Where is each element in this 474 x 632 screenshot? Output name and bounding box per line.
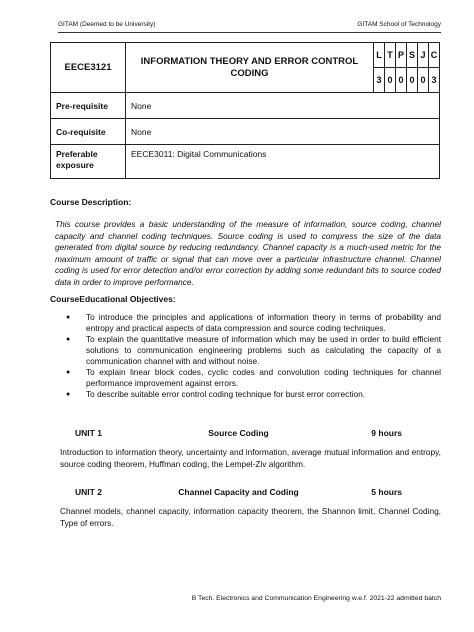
page-header [58,20,441,33]
corequisite-label: Co-requisite [51,119,126,145]
ltp-header-j: J [418,43,429,68]
ltp-value-j: 0 [418,68,429,93]
unit-name: Channel Capacity and Coding [178,487,299,497]
ltp-header-s: S [407,43,418,68]
list-item: ● To explain linear block codes, cyclic codes and convolution coding techniques for channel performance improvement against errors. [66,367,441,388]
school-name: GITAM School of Technology [357,21,441,28]
exposure-value: EECE3011: Digital Communications [126,145,440,179]
unit-name: Source Coding [208,428,269,438]
page-footer: B Tech. Electronics and Communication Engineering w.e.f. 2021-22 admitted batch [191,595,441,602]
course-code: EECE3121 [51,43,126,93]
ltp-header-t: T [385,43,396,68]
unit-hours: 5 hours [371,487,402,497]
ltp-value-s: 0 [407,68,418,93]
description-heading: Course Description: [50,197,132,207]
exposure-label: Preferable exposure [51,145,126,179]
description-text: This course provides a basic understanding of the measure of information, source coding, channel capacity and channel coding techniques. Source coding is used to compress the size of the data generated from digital source by reducing redundancy. Channel capacity is a much-used metric for the maximum amount of traffic or signal that can move over a particular infrastructure channel. Channel coding is used for error detection and/or error correction by adding some redundant bits to source coded data in order to improve performance. [55,219,441,287]
ltp-value-c: 3 [429,68,440,93]
objectives-heading: CourseEducational Objectives: [50,294,176,304]
prerequisite-label: Pre-requisite [51,93,126,119]
list-item: ● To introduce the principles and applications of information theory in terms of probability and entropy and practical aspects of data compression and source coding techniques. [66,312,441,333]
ltp-value-l: 3 [374,68,385,93]
objectives-list [60,312,441,400]
unit-1-heading [75,428,402,440]
unit-hours: 9 hours [371,428,402,438]
bullet-icon: ● [66,391,71,398]
list-item: ● To explain the quantitative measure of information which may be used in order to build efficient solutions to communication engineering problems such as calculating the capacity of a communication channel with and without noise. [66,334,441,366]
corequisite-value: None [126,119,440,145]
unit-2-heading [75,487,402,499]
university-name: GITAM (Deemed to be University) [58,21,156,28]
bullet-icon: ● [66,336,71,343]
unit-number: UNIT 1 [75,428,102,438]
list-item: ● To describe suitable error control coding technique for burst error correction. [66,389,366,399]
bullet-icon: ● [66,369,71,376]
course-title: INFORMATION THEORY AND ERROR CONTROL CODING [126,43,374,93]
unit-2-content: Channel models, channel capacity, information capacity theorem, the Shannon limit, Channel Coding, Type of errors. [60,506,441,528]
ltp-header-l: L [374,43,385,68]
prerequisite-value: None [126,93,440,119]
course-info-table [50,42,440,179]
ltp-value-t: 0 [385,68,396,93]
ltp-header-c: C [429,43,440,68]
unit-1-content: Introduction to information theory, uncertainty and information, average mutual information and entropy, source coding theorem, Huffman coding, the Lempel-Ziv algorithm. [60,447,441,469]
unit-number: UNIT 2 [75,487,102,497]
ltp-value-p: 0 [396,68,407,93]
ltp-header-p: P [396,43,407,68]
bullet-icon: ● [66,314,71,321]
